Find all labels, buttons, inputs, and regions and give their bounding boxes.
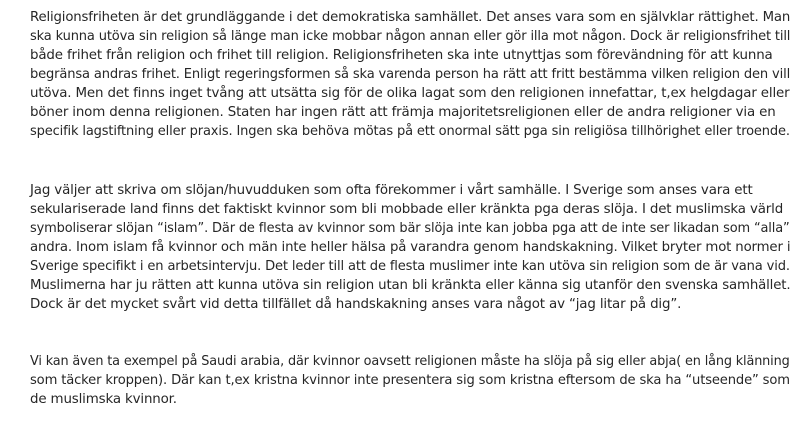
text-line: andra. Inom islam få kvinnor och män inte heller hälsa på varandra genom handskakning. Vilket bryter mot normer i: [30, 240, 791, 255]
text-line: Jag väljer att skriva om slöjan/huvudduken som ofta förekommer i vårt samhälle. I Sverige som anses vara ett: [30, 183, 753, 198]
text-line: sekulariserade land finns det faktiskt kvinnor som bli mobbade eller kränkta pga deras slöja. I det muslimska värld: [30, 202, 784, 217]
text-line: både frihet från religion och frihet till religion. Religionsfriheten ska inte utnyttjas som förevändning för att kunna: [30, 48, 773, 63]
text-line: begränsa andras frihet. Enligt regeringsformen så ska varenda person ha rätt att fritt bestämma vilken religion den vill: [30, 67, 791, 82]
text-line: utöva. Men det finns inget tvång att utsätta sig för de olika lagat som den religionen innefattar, t,ex helgdagar eller: [30, 86, 790, 101]
text-line: symboliserar slöjan “islam”. Där de flesta av kvinnor som bär slöja inte kan jobba pga att de inte ser likadan som “alla”: [30, 221, 790, 236]
text-line: ska kunna utöva sin religion så länge man icke mobbar någon annan eller gör illa mot någon. Dock är religionsfrihet till: [30, 29, 791, 44]
text-line: Muslimerna har ju rätten att kunna utöva sin religion utan bli kränkta eller känna sig utanför den svenska samhället.: [30, 278, 791, 293]
paragraph-headscarf: [30, 181, 790, 314]
paragraph-religious-freedom: [30, 8, 790, 141]
text-line: specifik lagstiftning eller praxis. Ingen ska behöva mötas på ett onormal sätt pga sin religiösa tillhörighet eller troende.: [30, 124, 790, 139]
text-line: som täcker kroppen). Där kan t,ex kristna kvinnor inte presentera sig som kristna eftersom de ska ha “utseende” som: [30, 373, 790, 388]
text-line: de muslimska kvinnor.: [30, 392, 177, 407]
text-line: Vi kan även ta exempel på Saudi arabia, där kvinnor oavsett religionen måste ha slöja på sig eller abja( en lång klänning: [30, 354, 790, 369]
text-line: Sverige specifikt i en arbetsintervju. Det leder till att de flesta muslimer inte kan utöva sin religion som de är vana vid.: [30, 259, 790, 274]
paragraph-saudi-arabia: [30, 352, 790, 409]
text-line: Dock är det mycket svårt vid detta tillfället då handskakning anses vara något av “jag litar på dig”.: [30, 297, 682, 312]
text-line: böner inom denna religionen. Staten har ingen rätt att främja majoritetsreligionen eller de andra religioner via en: [30, 105, 776, 120]
text-line: Religionsfriheten är det grundläggande i det demokratiska samhället. Det anses vara som en självklar rättighet. Man: [30, 10, 791, 25]
